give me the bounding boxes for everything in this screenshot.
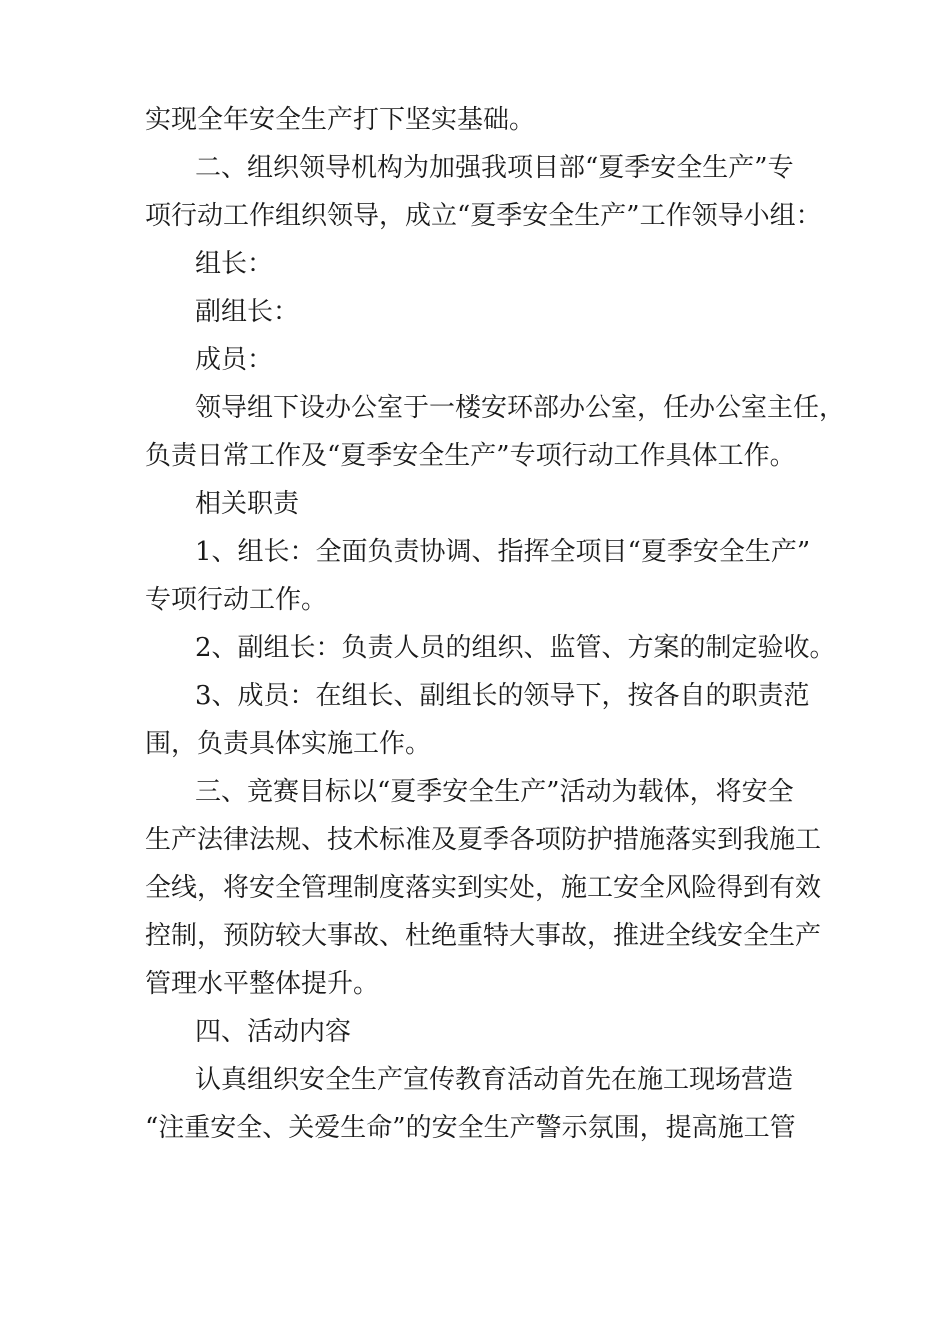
text-line: 专项行动工作。	[145, 585, 328, 615]
text-line: 围，负责具体实施工作。	[145, 729, 432, 759]
text-line: 生产法律法规、技术标准及夏季各项防护措施落实到我施工	[145, 825, 822, 855]
text-line: 二、组织领导机构为加强我项目部“夏季安全生产”专	[195, 153, 794, 183]
text-line: 2、副组长：负责人员的组织、监管、方案的制定验收。	[195, 633, 836, 663]
text-line: 负责日常工作及“夏季安全生产”专项行动工作具体工作。	[145, 441, 796, 471]
text-line: 领导组下设办公室于一楼安环部办公室，任办公室主任，	[195, 393, 846, 423]
text-line: 三、竞赛目标以“夏季安全生产”活动为载体，将安全	[195, 777, 794, 807]
text-line: 四、活动内容	[195, 1017, 352, 1047]
text-line: 1、组长：全面负责协调、指挥全项目“夏季安全生产”	[195, 537, 811, 567]
text-line: 相关职责	[195, 489, 300, 519]
text-line: 成员：	[195, 345, 274, 375]
text-line: 项行动工作组织领导，成立“夏季安全生产”工作领导小组：	[145, 201, 822, 231]
text-line: 组长：	[195, 249, 274, 279]
text-line: 全线，将安全管理制度落实到实处，施工安全风险得到有效	[145, 873, 822, 903]
text-line: 副组长：	[195, 297, 300, 327]
text-line: 3、成员：在组长、副组长的领导下，按各自的职责范	[195, 681, 810, 711]
text-line: 认真组织安全生产宣传教育活动首先在施工现场营造	[195, 1065, 794, 1095]
text-line: “注重安全、关爱生命”的安全生产警示氛围，提高施工管	[145, 1113, 796, 1143]
text-line: 控制，预防较大事故、杜绝重特大事故，推进全线安全生产	[145, 921, 822, 951]
document-body	[145, 96, 846, 1152]
text-line: 实现全年安全生产打下坚实基础。	[145, 105, 536, 135]
text-line: 管理水平整体提升。	[145, 969, 380, 999]
